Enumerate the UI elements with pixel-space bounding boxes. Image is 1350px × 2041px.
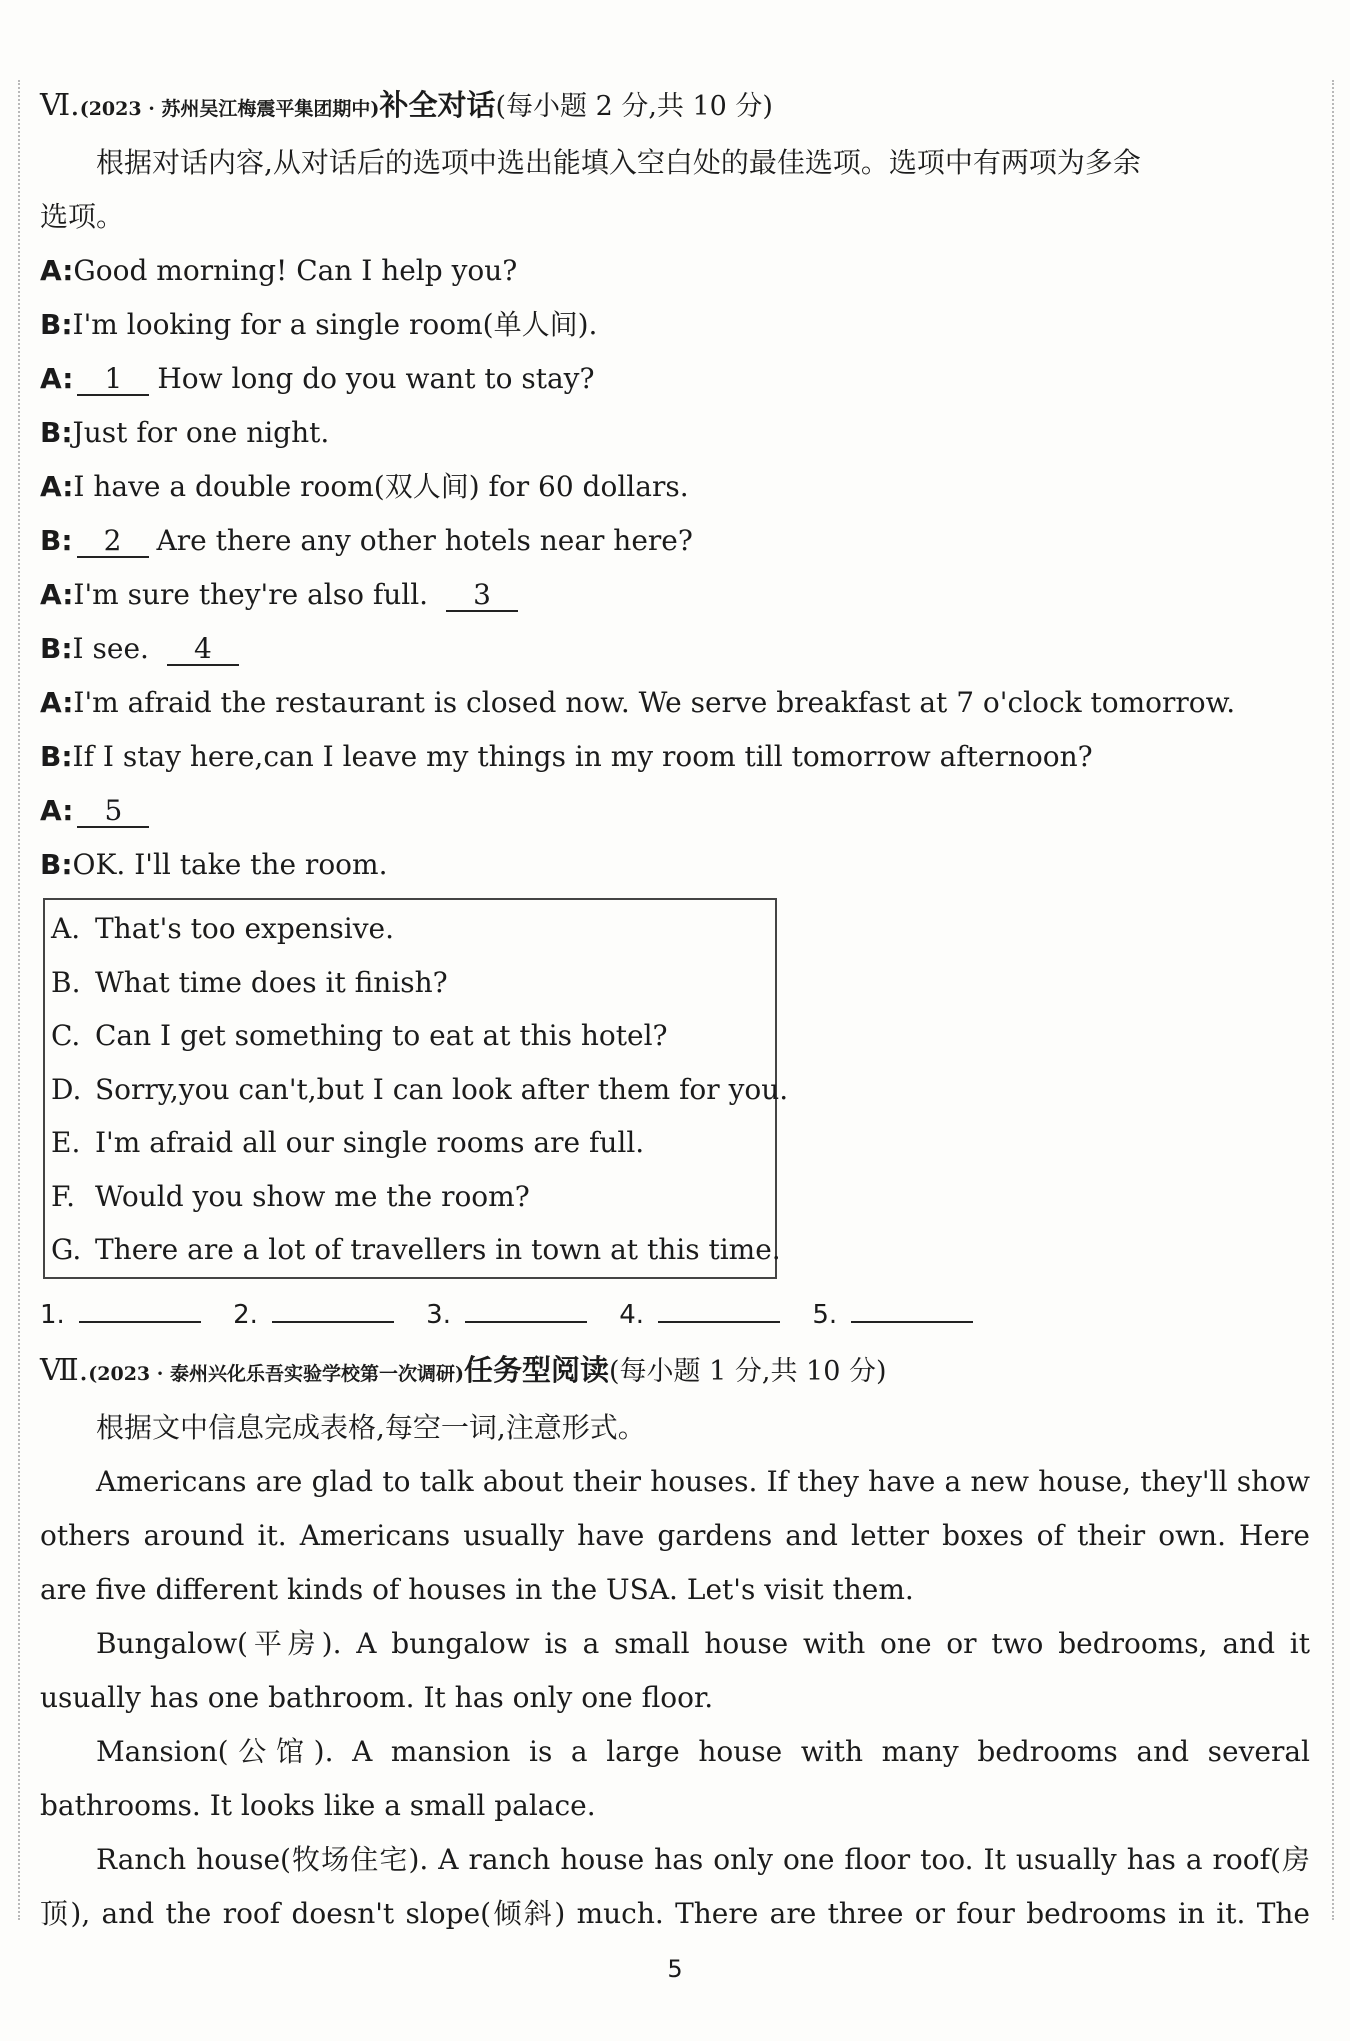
answer-slot [619,1287,780,1343]
option-text: There are a lot of travellers in town at this time. [95,1233,781,1266]
dialogue [40,244,1310,892]
section-7-source: (2023 · 泰州兴化乐吾实验学校第一次调研) [88,1362,464,1385]
dialogue-text: If I stay here,can I leave my things in my room till tomorrow afternoon? [72,740,1093,773]
option-text: Sorry,you can't,but I can look after them for you. [95,1072,789,1106]
option [51,1223,781,1277]
answer-slot [233,1287,394,1343]
section-6-instruction: 根据对话内容,从对话后的选项中选出能填入空白处的最佳选项。选项中有两项为多余 [96,146,1141,179]
left-binding-edge [18,80,20,1920]
dialogue-text: Good morning! Can I help you? [73,254,518,287]
section-6-title: 补全对话 [379,88,496,122]
passage-paragraph: Ranch house(牧场住宅). A ranch house has only one floor too. It usually has a roof(房顶), and the roof doesn't slope(倾斜) much. There are three or four bedrooms in it. The [40,1842,1310,1930]
dialogue-line [40,352,1310,406]
dialogue-line [40,622,1310,676]
passage-paragraph: Mansion(公馆). A mansion is a large house with many bedrooms and several bathrooms. It looks like a small palace. [40,1734,1310,1822]
option-text: That's too expensive. [95,912,394,945]
blank-2: 2 [77,526,149,558]
dialogue-text: I'm looking for a single room(单人间). [72,308,598,341]
option-letter: E. [51,1126,81,1159]
dialogue-text: OK. I'll take the room. [72,848,388,881]
section-7-score: (每小题 1 分,共 10 分) [609,1355,887,1387]
answer-number: 3. [426,1299,451,1330]
option [51,956,775,1010]
speaker: A: [40,686,74,719]
option-text: What time does it finish? [95,965,448,999]
dialogue-text: I have a double room(双人间) for 60 dollars. [73,470,689,503]
option-text: I'm afraid all our single rooms are full. [95,1126,645,1159]
answer-line [40,1287,1310,1343]
section-7-instruction: 根据文中信息完成表格,每空一词,注意形式。 [96,1410,646,1444]
blank-5: 5 [77,796,149,828]
dialogue-text: How long do you want to stay? [157,362,595,395]
dialogue-text: I'm sure they're also full. [73,578,429,611]
speaker: B: [40,524,73,557]
answer-blank[interactable] [465,1299,587,1323]
section-6-instruction-cont: 选项。 [40,200,125,233]
option-letter: D. [51,1072,82,1106]
option-text: Would you show me the room? [95,1179,530,1213]
page-number: 5 [667,1955,683,1983]
speaker: A: [40,254,74,287]
option [51,902,775,956]
dialogue-text: I see. [72,632,149,665]
speaker: B: [40,308,73,341]
speaker: A: [40,794,74,827]
dialogue-text: Just for one night. [72,416,330,449]
answer-blank[interactable] [658,1299,780,1323]
speaker: A: [40,578,74,611]
section-7-heading [40,1343,1310,1401]
dialogue-line [40,784,1310,838]
answer-blank[interactable] [79,1299,201,1323]
answer-number: 1. [40,1299,65,1330]
blank-4: 4 [167,634,239,666]
option [51,1063,789,1117]
option-letter: C. [51,1019,81,1052]
answer-number: 5. [812,1299,838,1330]
blank-1: 1 [77,364,149,396]
passage-paragraph: Americans are glad to talk about their houses. If they have a new house, they'll show others around it. Americans usually have gardens and letter boxes of their own. Here are five different kinds of houses in the USA. Let's visit them. [40,1464,1310,1606]
options-box [43,898,789,1279]
speaker: A: [40,362,74,395]
blank-3: 3 [446,580,518,612]
answer-blank[interactable] [851,1299,973,1323]
dialogue-line [40,460,1310,514]
dialogue-text: I'm afraid the restaurant is closed now. We serve breakfast at 7 o'clock tomorrow. [73,686,1236,719]
speaker: A: [40,470,74,503]
dialogue-line [40,406,1310,460]
section-6-numeral: Ⅵ. [40,88,80,123]
option-letter: B. [51,965,81,999]
option [51,1009,775,1063]
answer-slot [426,1287,587,1343]
section-6-heading [40,78,1310,136]
section-6-source: (2023 · 苏州吴江梅震平集团期中) [79,98,380,120]
dialogue-line [40,244,1310,298]
speaker: B: [40,848,73,881]
option [51,1170,775,1224]
section-6-score: (每小题 2 分,共 10 分) [495,91,773,122]
dialogue-text: Are there any other hotels near here? [156,524,693,557]
answer-number: 2. [233,1299,258,1330]
speaker: B: [40,632,73,665]
section-7-title: 任务型阅读 [463,1352,609,1387]
option-letter: A. [51,912,81,945]
option-letter: G. [51,1233,82,1266]
dialogue-line [40,730,1310,784]
answer-number: 4. [619,1299,645,1330]
answer-slot [812,1287,973,1343]
right-binding-edge [1332,80,1334,1920]
option-text: Can I get something to eat at this hotel? [95,1019,668,1052]
dialogue-line [40,838,1310,892]
answer-slot [40,1287,201,1343]
dialogue-line [40,298,1310,352]
dialogue-line [40,568,1310,622]
content [40,78,1310,1941]
dialogue-line [40,676,1310,730]
passage-paragraph: Bungalow(平房). A bungalow is a small house with one or two bedrooms, and it usually has one bathroom. It has only one floor. [40,1626,1310,1714]
answer-blank[interactable] [272,1299,394,1323]
option [51,1116,775,1170]
dialogue-line [40,514,1310,568]
speaker: B: [40,416,73,449]
option-letter: F. [51,1179,75,1213]
section-7-numeral: Ⅶ. [40,1352,89,1388]
speaker: B: [40,740,73,773]
